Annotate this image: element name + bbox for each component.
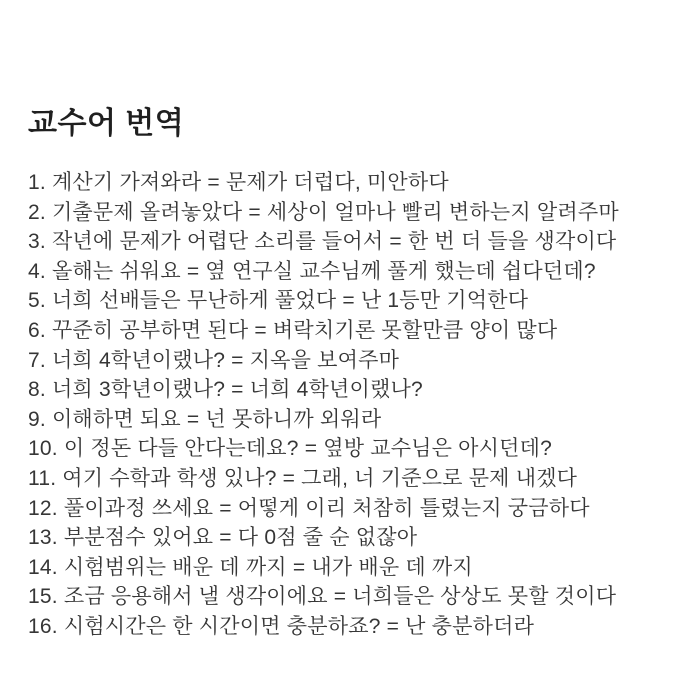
list-item: 8. 너희 3학년이랬나? = 너희 4학년이랬나? (28, 378, 423, 402)
list-item: 16. 시험시간은 한 시간이면 충분하죠? = 난 충분하더라 (28, 614, 535, 638)
translation-list (0, 168, 700, 642)
list-item: 5. 너희 선배들은 무난하게 풀었다 = 난 1등만 기억한다 (28, 289, 529, 313)
list-item: 7. 너희 4학년이랬나? = 지옥을 보여주마 (28, 348, 400, 372)
list-item: 1. 계산기 가져와라 = 문제가 더럽다, 미안하다 (28, 171, 449, 194)
page-title (0, 0, 700, 142)
list-item: 9. 이해하면 되요 = 넌 못하니까 외워라 (28, 407, 382, 431)
list-item: 2. 기출문제 올려놓았다 = 세상이 얼마나 빨리 변하는지 알려주마 (28, 200, 619, 224)
list-item: 11. 여기 수학과 학생 있나? = 그래, 너 기준으로 문제 내겠다 (28, 466, 578, 490)
list-item: 6. 꾸준히 공부하면 된다 = 벼락치기론 못할만큼 양이 많다 (28, 318, 558, 342)
list-item: 4. 올해는 쉬워요 = 옆 연구실 교수님께 풀게 했는데 쉽다던데? (28, 259, 596, 283)
list-item: 10. 이 정돈 다들 안다는데요? = 옆방 교수님은 아시던데? (28, 437, 553, 461)
list-item: 13. 부분점수 있어요 = 다 0점 줄 순 없잖아 (28, 526, 418, 550)
page-title-text: 교수어 번역 (28, 107, 185, 140)
list-item: 14. 시험범위는 배운 데 까지 = 내가 배운 데 까지 (28, 555, 473, 579)
list-item: 15. 조금 응용해서 낼 생각이에요 = 너희들은 상상도 못할 것이다 (28, 585, 617, 609)
list-item: 12. 풀이과정 쓰세요 = 어떻게 이리 처참히 틀렸는지 궁금하다 (28, 496, 590, 520)
list-item: 3. 작년에 문제가 어렵단 소리를 들어서 = 한 번 더 들을 생각이다 (28, 230, 617, 254)
